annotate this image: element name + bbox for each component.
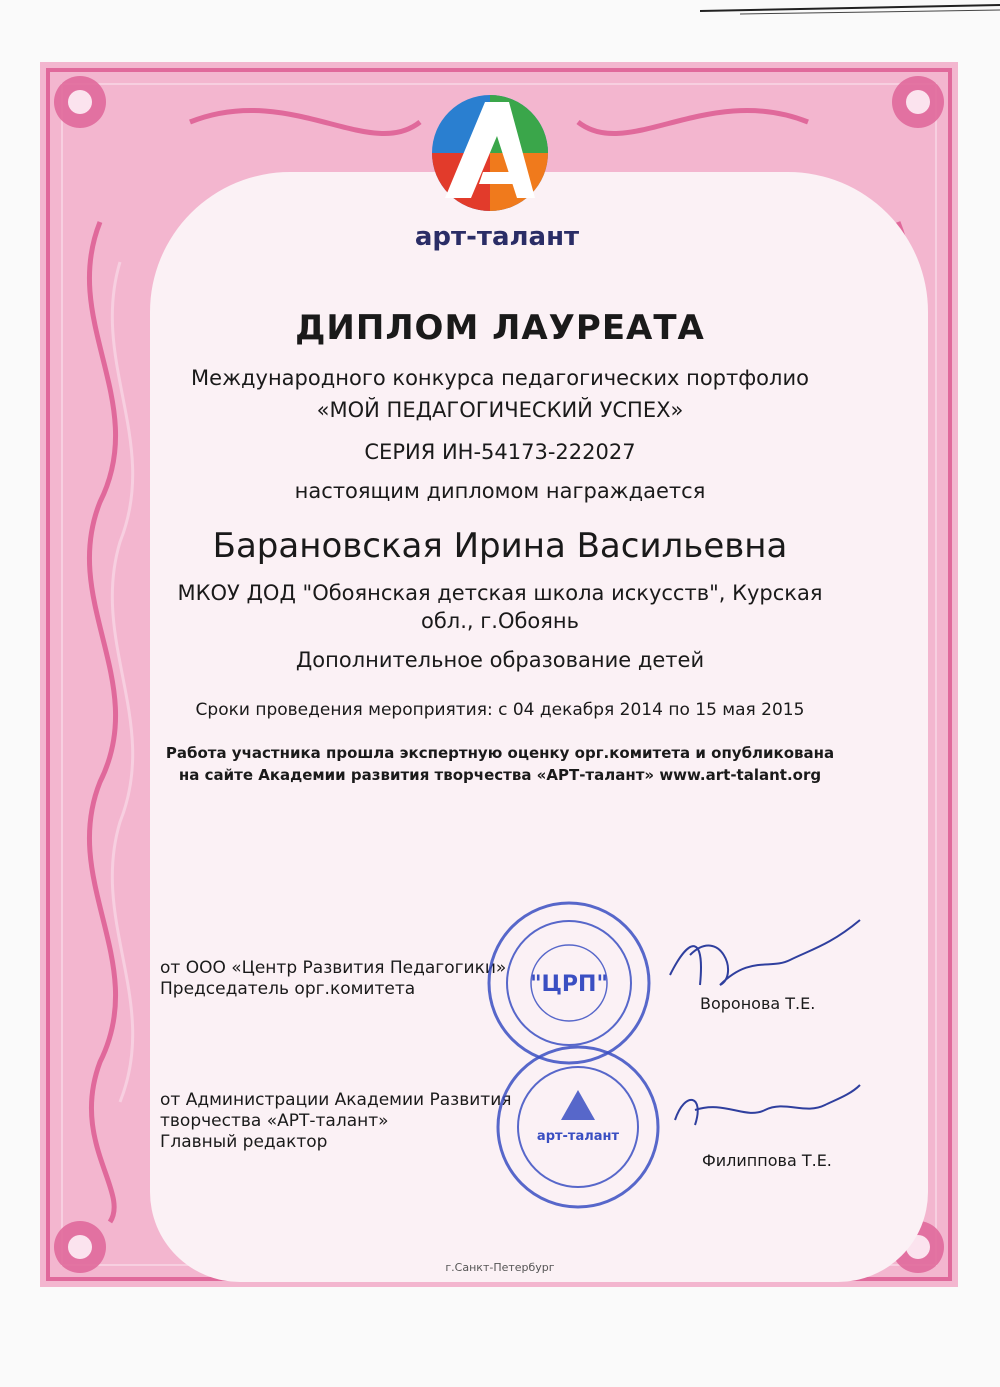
signer-2-block [160,1090,511,1153]
series-number: СЕРИЯ ИН-54173-222027 [364,440,636,464]
signer-2-line-3: Главный редактор [160,1132,328,1152]
organization-line-2: обл., г.Обоянь [420,609,580,633]
signer-2-name: Филиппова Т.Е. [702,1151,832,1170]
signer-1-name: Воронова Т.Е. [700,994,816,1013]
stamp-art-talant-center: арт-талант [536,1129,620,1144]
signer-1-line-1: от ООО «Центр Развития Педагогики» [160,958,507,978]
logo-brand-text: арт-талант [414,222,580,252]
signer-1-line-2: Председатель орг.комитета [160,979,416,999]
signer-2-line-1: от Администрации Академии Развития [160,1090,512,1110]
signature-2 [665,1080,865,1150]
art-talant-logo [414,88,580,258]
note-line-1: Работа участника прошла экспертную оценку орг.комитета и опубликована [165,744,835,762]
contest-line-1: Международного конкурса педагогических портфолио [191,366,809,390]
diploma-title: ДИПЛОМ ЛАУРЕАТА [295,308,705,348]
field-of-work: Дополнительное образование детей [295,648,705,672]
stamp-art-talant [493,1042,663,1212]
logo-a-icon [425,88,565,218]
city-label: г.Санкт-Петербург [445,1261,555,1274]
signature-1 [650,915,870,1005]
signer-2-line-2: творчества «АРТ-талант» [160,1111,389,1131]
recipient-name: Барановская Ирина Васильевна [212,526,788,566]
note-line-2: на сайте Академии развития творчества «АРТ-талант» www.art-talant.org [178,766,822,784]
organization-line-1: МКОУ ДОД "Обоянская детская школа искусств", Курская [177,581,823,605]
contest-line-2: «МОЙ ПЕДАГОГИЧЕСКИЙ УСПЕХ» [316,398,684,422]
signer-1-block [160,958,506,1000]
event-dates: Сроки проведения мероприятия: с 04 декабря 2014 по 15 мая 2015 [195,700,805,720]
awarded-text: настоящим дипломом награждается [294,479,706,503]
scan-mark [700,0,1000,19]
stamp-crp-center: "ЦРП" [530,972,608,997]
